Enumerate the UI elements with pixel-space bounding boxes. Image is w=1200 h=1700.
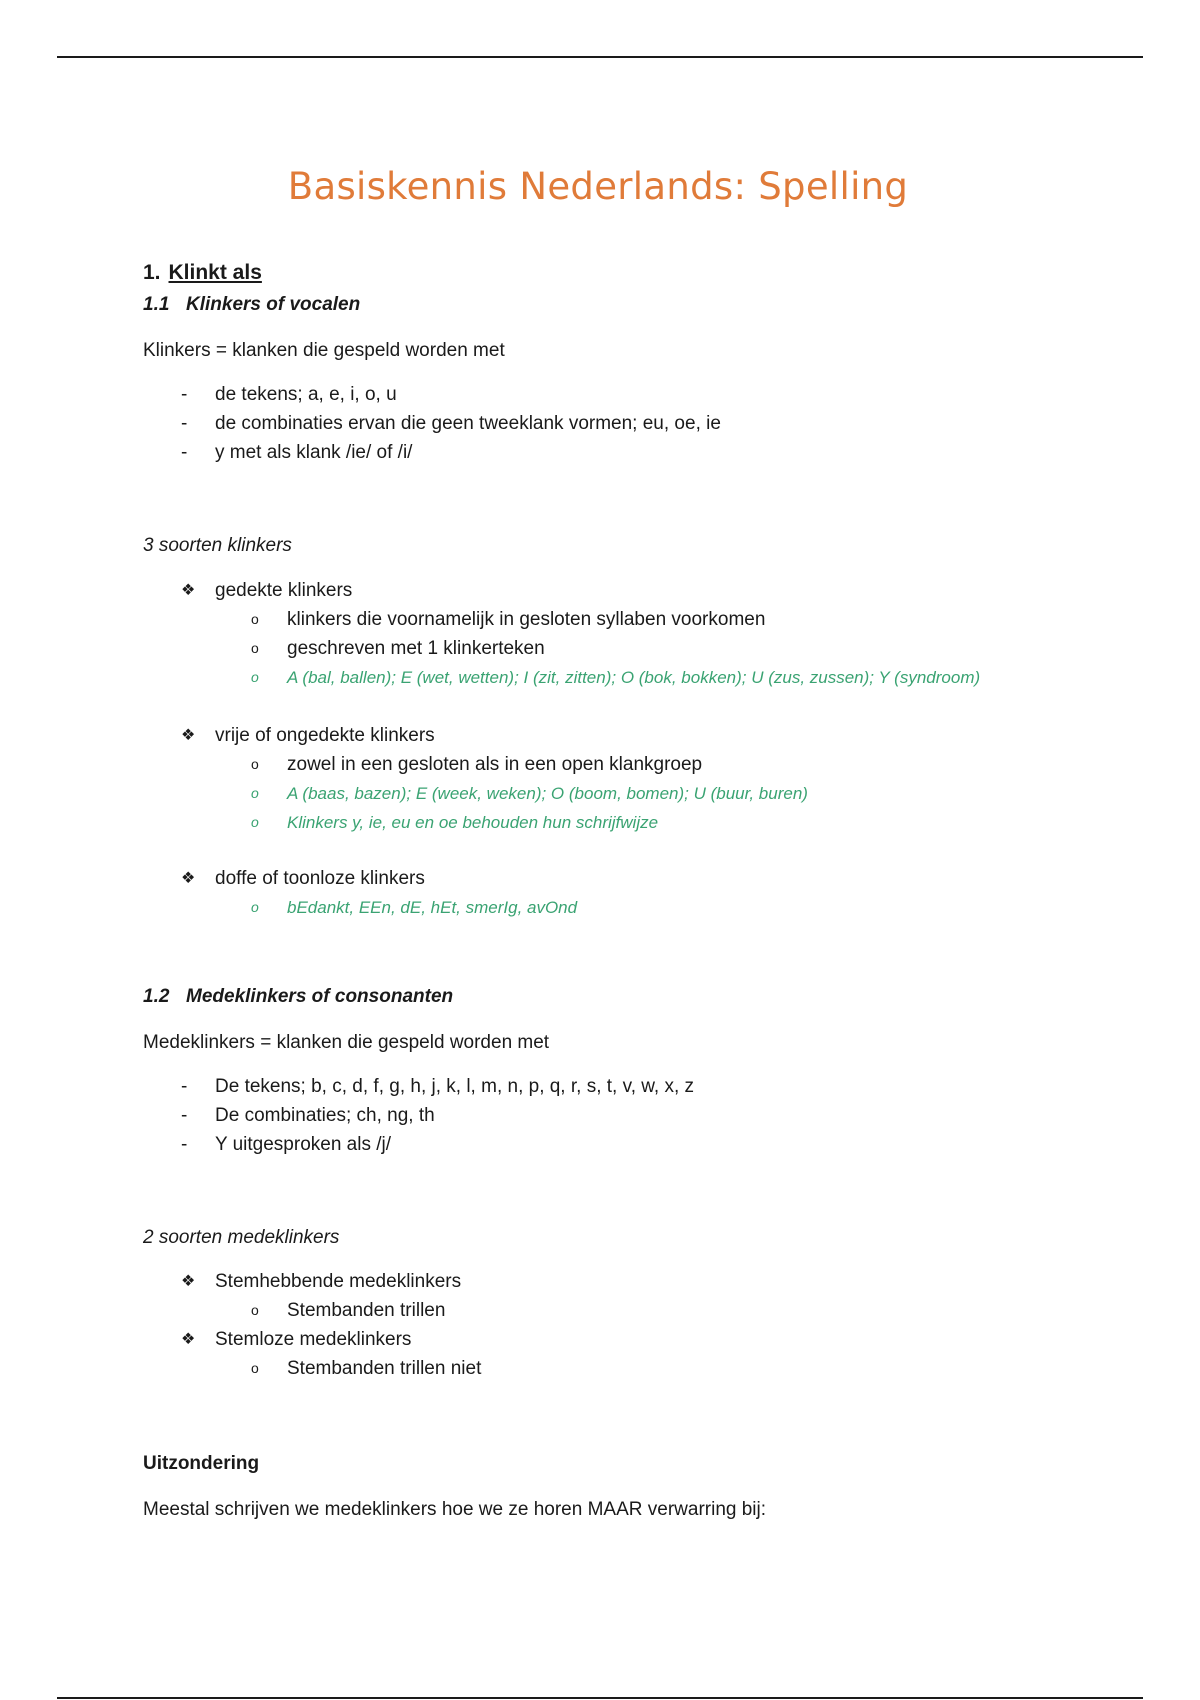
list-item: - y met als klank /ie/ of /i/ [143, 438, 721, 467]
diamond-bullet-icon: ❖ [181, 870, 196, 887]
diamond-bullet-icon: ❖ [181, 582, 196, 599]
circle-bullet-icon: o [251, 814, 259, 830]
sub-list [215, 893, 577, 922]
list-item: ❖ Stemloze medeklinkers o Stembanden trillen niet [143, 1325, 481, 1383]
exception-text: Meestal schrijven we medeklinkers hoe we ze horen MAAR verwarring bij: [143, 1499, 767, 1520]
list-item: - De tekens; b, c, d, f, g, h, j, k, l, m, n, p, q, r, s, t, v, w, x, z [143, 1072, 694, 1101]
circle-bullet-icon: o [251, 1360, 259, 1376]
list-item: - Y uitgesproken als /j/ [143, 1130, 694, 1159]
klinkers-kinds-label: 3 soorten klinkers [143, 535, 292, 556]
dash-marker: - [181, 413, 188, 434]
dash-marker: - [181, 1134, 188, 1155]
circle-bullet-icon: o [251, 1302, 259, 1318]
medeklinkers-definition: Medeklinkers = klanken die gespeld worden met [143, 1032, 550, 1053]
klinker-kind-vrije [143, 721, 808, 837]
medeklinker-kinds [143, 1267, 481, 1383]
list-item: ❖ gedekte klinkers o klinkers die voornamelijk in gesloten syllaben voorkomen o geschreven met 1 klinkerteken o A (bal, ballen); E (wet, wetten); I (zit, zitten); O (bok, bokken); U (zus, zussen); Y (syndroom) [143, 576, 980, 692]
klinkers-definition: Klinkers = klanken die gespeld worden met [143, 340, 505, 361]
list-item: o Stembanden trillen [143, 1296, 481, 1325]
list-item: - de combinaties ervan die geen tweeklank vormen; eu, oe, ie [143, 409, 721, 438]
section-number: 1. [143, 261, 161, 284]
sub-list [215, 1296, 481, 1325]
circle-bullet-icon: o [251, 756, 259, 772]
list-item: o geschreven met 1 klinkerteken [143, 634, 980, 663]
exception-heading: Uitzondering [143, 1453, 260, 1474]
list-item: o zowel in een gesloten als in een open klankgroep [143, 750, 808, 779]
list-item: o klinkers die voornamelijk in gesloten syllaben voorkomen [143, 605, 980, 634]
diamond-bullet-icon: ❖ [181, 1331, 196, 1348]
list-item: ❖ Stemhebbende medeklinkers o Stembanden trillen [143, 1267, 481, 1325]
sub-list [215, 750, 808, 837]
klinker-kind-doffe [143, 864, 577, 922]
circle-bullet-icon: o [251, 785, 259, 801]
document-title: Basiskennis Nederlands: Spelling [287, 165, 909, 208]
subsection-title: Klinkers of vocalen [186, 294, 361, 315]
subsection-title: Medeklinkers of consonanten [186, 986, 454, 1007]
subsection-number: 1.1 [143, 294, 170, 315]
example-item: o Klinkers y, ie, eu en oe behouden hun schrijfwijze [143, 808, 808, 837]
subsection-1-1-heading [143, 290, 360, 319]
section-title: Klinkt als [168, 261, 262, 284]
klinkers-list [143, 380, 721, 467]
diamond-bullet-icon: ❖ [181, 1273, 196, 1290]
dash-marker: - [181, 384, 188, 405]
klinker-kind-gedekte [143, 576, 980, 692]
subsection-1-2-heading [143, 982, 453, 1011]
circle-bullet-icon: o [251, 640, 259, 656]
circle-bullet-icon: o [251, 669, 259, 685]
dash-marker: - [181, 442, 188, 463]
diamond-bullet-icon: ❖ [181, 727, 196, 744]
example-item: o bEdankt, EEn, dE, hEt, smerIg, avOnd [143, 893, 577, 922]
sub-list [215, 605, 980, 692]
dash-marker: - [181, 1076, 188, 1097]
header-rule [57, 56, 1143, 58]
medeklinkers-kinds-label: 2 soorten medeklinkers [143, 1227, 340, 1248]
footer-rule [57, 1697, 1143, 1699]
list-item: ❖ doffe of toonloze klinkers o bEdankt, EEn, dE, hEt, smerIg, avOnd [143, 864, 577, 922]
sub-list [215, 1354, 481, 1383]
example-item: o A (baas, bazen); E (week, weken); O (boom, bomen); U (buur, buren) [143, 779, 808, 808]
list-item: - De combinaties; ch, ng, th [143, 1101, 694, 1130]
list-item: - de tekens; a, e, i, o, u [143, 380, 721, 409]
circle-bullet-icon: o [251, 611, 259, 627]
section-1-heading [143, 258, 262, 287]
dash-marker: - [181, 1105, 188, 1126]
example-item: o A (bal, ballen); E (wet, wetten); I (zit, zitten); O (bok, bokken); U (zus, zussen); Y (syndroom) [143, 663, 980, 692]
list-item: o Stembanden trillen niet [143, 1354, 481, 1383]
circle-bullet-icon: o [251, 899, 259, 915]
subsection-number: 1.2 [143, 986, 170, 1007]
medeklinkers-list [143, 1072, 694, 1159]
list-item: ❖ vrije of ongedekte klinkers o zowel in een gesloten als in een open klankgroep o A (baas, bazen); E (week, weken); O (boom, bomen); U (buur, buren) o Klinkers y, ie, eu en oe behouden hun schrijfwijze [143, 721, 808, 837]
